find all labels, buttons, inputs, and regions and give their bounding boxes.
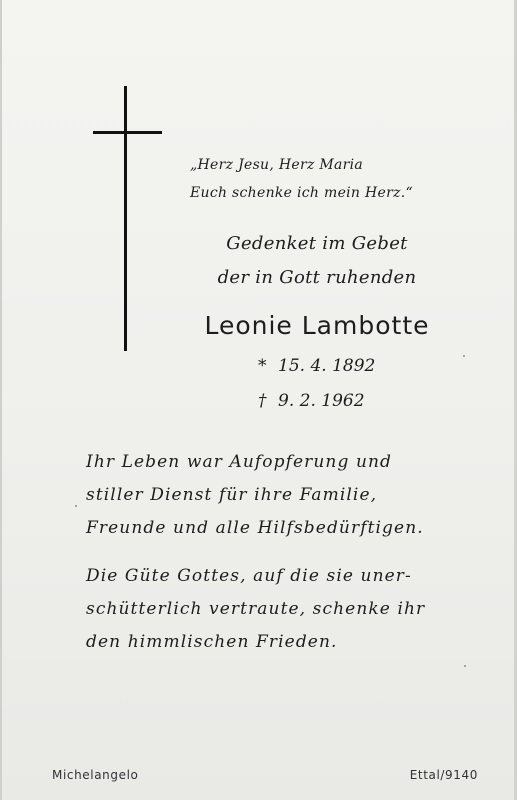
- cross-icon-bar: [93, 131, 162, 134]
- paper-speck: [75, 505, 77, 507]
- paragraph-line: den himmlischen Frieden.: [86, 632, 338, 652]
- birth-date-value: 15. 4. 1892: [278, 356, 376, 376]
- verse-line-2: Euch schenke ich mein Herz.“: [190, 185, 413, 201]
- memorial-line-2: der in Gott ruhenden: [217, 267, 417, 288]
- birth-date: [258, 356, 375, 376]
- paragraph-line: Ihr Leben war Aufopferung und: [86, 452, 393, 472]
- verse-line-1: „Herz Jesu, Herz Maria: [190, 157, 364, 173]
- paragraph-line: Freunde und alle Hilfsbedürftigen.: [86, 518, 424, 538]
- publisher-right: Ettal/9140: [409, 768, 478, 782]
- death-date: [258, 391, 365, 411]
- paper-speck: [464, 665, 466, 667]
- memorial-line-1: Gedenket im Gebet: [226, 233, 408, 254]
- paragraph-line: Die Güte Gottes, auf die sie uner-: [86, 566, 412, 586]
- birth-star-icon: *: [258, 356, 267, 376]
- life-paragraph: [86, 446, 456, 545]
- paragraph-line: schütterlich vertraute, schenke ihr: [86, 599, 426, 619]
- death-cross-icon: †: [258, 391, 267, 411]
- deceased-name: Leonie Lambotte: [204, 311, 430, 340]
- death-date-value: 9. 2. 1962: [278, 391, 365, 411]
- paper-speck: [463, 355, 465, 357]
- paragraph-line: stiller Dienst für ihre Familie,: [86, 485, 378, 505]
- blessing-paragraph: [86, 560, 456, 659]
- publisher-left: Michelangelo: [52, 768, 139, 782]
- cross-icon: [124, 86, 127, 351]
